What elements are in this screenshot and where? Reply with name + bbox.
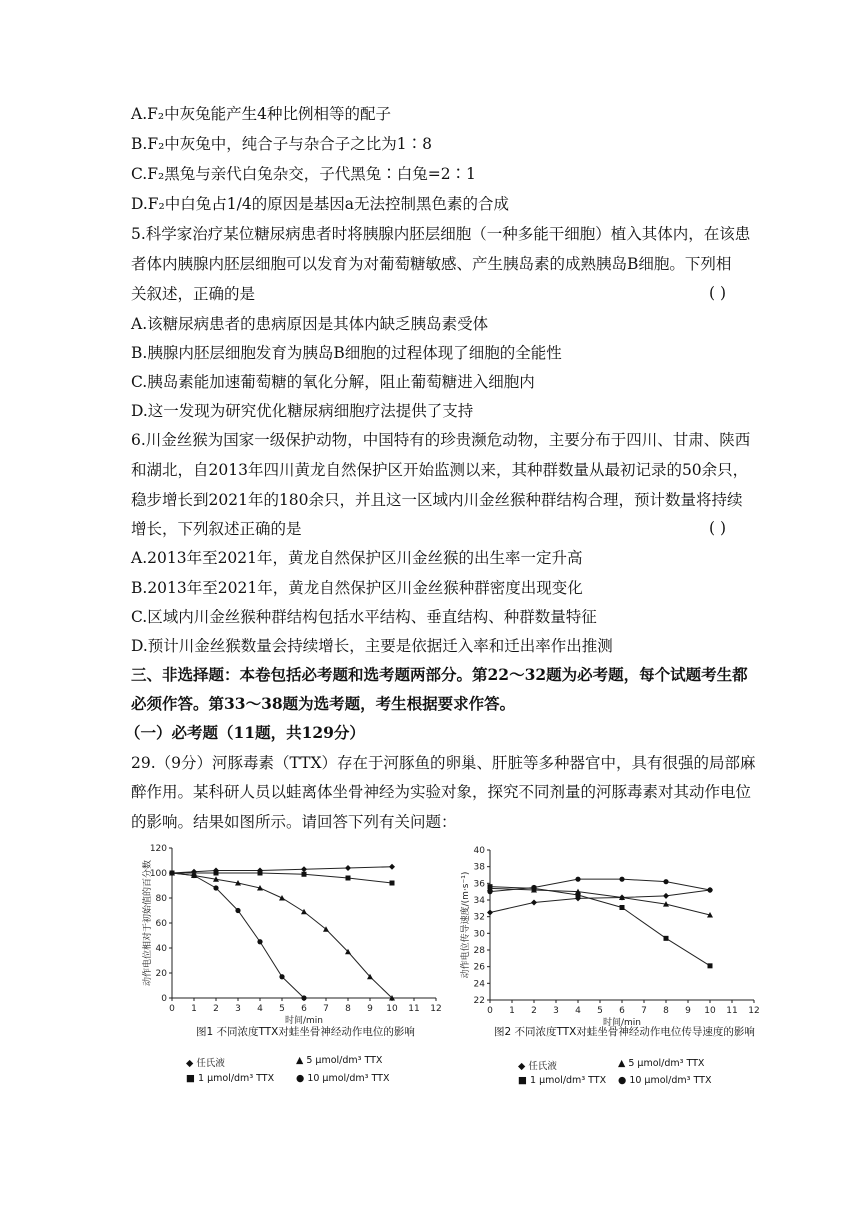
- q5-stem-1: 5.科学家治疗某位糖尿病患者时将胰腺内胚层细胞（一种多能干细胞）植入其体内，在该患: [131, 225, 751, 243]
- q5-option-b: B.胰腺内胚层细胞发育为胰岛B细胞的过程体现了细胞的全能性: [131, 344, 562, 362]
- data-point-square: [258, 871, 263, 876]
- x-tick-label: 4: [257, 1004, 263, 1014]
- q6-answer-blank: ( ): [708, 519, 726, 537]
- x-tick-label: 11: [408, 1004, 420, 1014]
- y-tick-label: 0: [161, 994, 167, 1004]
- data-point-square: [708, 963, 713, 968]
- x-tick-label: 9: [685, 1006, 691, 1016]
- data-point-circle: [169, 870, 174, 875]
- square-marker-icon: ■: [518, 1075, 527, 1086]
- y-tick-label: 32: [473, 912, 485, 923]
- q6-stem-3: 稳步增长到2021年的180余只，并且这一区域内川金丝猴种群结构合理，预计数量将持续: [131, 491, 743, 509]
- y-tick-label: 40: [473, 846, 485, 856]
- x-tick-label: 10: [386, 1004, 398, 1014]
- fig1-legend-item: [296, 1073, 389, 1084]
- fig2-legend-item: [618, 1058, 704, 1069]
- fig2-legend-item: [518, 1058, 557, 1072]
- x-tick-label: 10: [704, 1006, 716, 1016]
- x-tick-label: 0: [487, 1006, 493, 1016]
- y-tick-label: 22: [473, 996, 485, 1006]
- figure2-caption: 图2 不同浓度TTX对蛙坐骨神经动作电位传导速度的影响: [494, 1026, 755, 1038]
- q6-stem-4: 增长，下列叙述正确的是: [131, 520, 302, 538]
- data-point-diamond: [301, 866, 307, 872]
- q29-stem-2: 醉作用。某科研人员以蛙离体坐骨神经为实验对象，探究不同剂量的河豚毒素对其动作电位: [131, 783, 752, 801]
- x-tick-label: 6: [619, 1006, 625, 1016]
- data-point-square: [664, 936, 669, 941]
- y-tick-label: 60: [155, 919, 167, 929]
- circle-marker-icon: ●: [618, 1075, 627, 1086]
- y-tick-label: 80: [155, 894, 167, 904]
- data-point-diamond: [487, 910, 493, 916]
- x-tick-label: 3: [553, 1006, 559, 1016]
- x-tick-label: 7: [641, 1006, 647, 1016]
- data-point-circle: [301, 995, 306, 1000]
- data-point-circle: [257, 939, 262, 944]
- fig2-legend-item: [518, 1075, 606, 1086]
- data-point-circle: [619, 877, 624, 882]
- x-tick-label: 8: [345, 1004, 351, 1014]
- legend-label: 任氏液: [528, 1061, 557, 1072]
- x-tick-label: 6: [301, 1004, 307, 1014]
- legend-label: 5 μmol/dm³ TTX: [306, 1055, 383, 1066]
- data-point-diamond: [345, 865, 351, 871]
- q6-option-d: D.预计川金丝猴数量会持续增长，主要是依据迁入率和迁出率作出推测: [131, 637, 613, 655]
- section3-heading-1: 三、非选择题：本卷包括必考题和选考题两部分。第22～32题为必考题，每个试题考生都: [131, 665, 748, 684]
- data-point-circle: [575, 877, 580, 882]
- x-tick-label: 11: [726, 1006, 738, 1016]
- x-tick-label: 5: [597, 1006, 603, 1016]
- x-tick-label: 0: [169, 1004, 175, 1014]
- x-tick-label: 12: [748, 1006, 760, 1016]
- legend-label: 任氏液: [196, 1058, 225, 1069]
- data-point-circle: [487, 889, 492, 894]
- y-tick-label: 100: [149, 869, 167, 879]
- data-point-circle: [663, 879, 668, 884]
- x-tick-label: 9: [367, 1004, 373, 1014]
- data-point-circle: [191, 873, 196, 878]
- series-line: [172, 867, 392, 873]
- q29-stem-3: 的影响。结果如图所示。请回答下列有关问题：: [131, 813, 457, 831]
- y-axis-label: 动作电位相对于初始值的百分数: [143, 859, 153, 987]
- legend-label: 1 μmol/dm³ TTX: [198, 1073, 275, 1084]
- data-point-square: [346, 876, 351, 881]
- triangle-marker-icon: ▲: [618, 1058, 626, 1069]
- x-axis-label: 时间/min: [284, 1016, 324, 1026]
- x-tick-label: 5: [279, 1004, 285, 1014]
- x-tick-label: 3: [235, 1004, 241, 1014]
- y-tick-label: 26: [473, 962, 485, 973]
- data-point-square: [302, 872, 307, 877]
- triangle-marker-icon: ▲: [296, 1055, 304, 1066]
- y-tick-label: 20: [155, 969, 167, 979]
- q5-option-d: D.这一发现为研究优化糖尿病细胞疗法提供了支持: [131, 402, 474, 420]
- data-point-circle: [531, 885, 536, 890]
- q4-option-c: C.F₂黑兔与亲代白兔杂交，子代黑兔∶白兔=2∶1: [131, 165, 476, 183]
- fig1-legend-item: [296, 1055, 382, 1066]
- fig1-legend-item: [186, 1073, 274, 1084]
- diamond-marker-icon: ◆: [186, 1058, 194, 1069]
- figure2-chart: [458, 842, 768, 1042]
- data-point-square: [214, 871, 219, 876]
- legend-label: 10 μmol/dm³ TTX: [629, 1075, 712, 1086]
- y-tick-label: 24: [473, 979, 485, 990]
- x-tick-label: 2: [531, 1006, 537, 1016]
- q6-option-c: C.区域内川金丝猴种群结构包括水平结构、垂直结构、种群数量特征: [131, 608, 597, 626]
- figure1-chart: [132, 842, 452, 1042]
- x-tick-label: 7: [323, 1004, 329, 1014]
- data-point-diamond: [531, 900, 537, 906]
- q4-option-d: D.F₂中白兔占1/4的原因是基因a无法控制黑色素的合成: [131, 195, 509, 213]
- x-tick-label: 8: [663, 1006, 669, 1016]
- q5-stem-3: 关叙述，正确的是: [131, 285, 256, 303]
- q5-option-c: C.胰岛素能加速葡萄糖的氧化分解，阻止葡萄糖进入细胞内: [131, 373, 535, 391]
- circle-marker-icon: ●: [296, 1073, 305, 1084]
- x-tick-label: 1: [191, 1004, 197, 1014]
- series-line: [172, 873, 304, 998]
- y-tick-label: 34: [473, 896, 485, 906]
- data-point-circle: [213, 885, 218, 890]
- legend-label: 1 μmol/dm³ TTX: [530, 1075, 607, 1086]
- y-tick-label: 28: [473, 946, 485, 956]
- x-axis-label: 时间/min: [602, 1018, 642, 1028]
- data-point-circle: [279, 974, 284, 979]
- fig2-legend-item: [618, 1075, 711, 1086]
- y-tick-label: 120: [149, 844, 167, 854]
- x-tick-label: 12: [430, 1004, 442, 1014]
- square-marker-icon: ■: [186, 1073, 195, 1084]
- data-point-circle: [707, 887, 712, 892]
- q29-stem-1: 29.（9分）河豚毒素（TTX）存在于河豚鱼的卵巢、肝脏等多种器官中，具有很强的局部麻: [131, 754, 756, 772]
- q6-stem-1: 6.川金丝猴为国家一级保护动物，中国特有的珍贵濒危动物，主要分布于四川、甘肃、陕西: [131, 431, 751, 449]
- series-line: [490, 887, 710, 966]
- data-point-diamond: [663, 893, 669, 899]
- x-tick-label: 4: [575, 1006, 581, 1016]
- q5-option-a: A.该糖尿病患者的患病原因是其体内缺乏胰岛素受体: [131, 315, 489, 333]
- data-point-square: [390, 881, 395, 886]
- q4-option-b: B.F₂中灰兔中，纯合子与杂合子之比为1∶8: [131, 135, 433, 153]
- q5-answer-blank: ( ): [708, 284, 726, 302]
- data-point-diamond: [389, 864, 395, 870]
- data-point-square: [620, 905, 625, 910]
- fig1-legend-item: [186, 1055, 225, 1069]
- legend-label: 10 μmol/dm³ TTX: [307, 1073, 390, 1084]
- data-point-circle: [235, 908, 240, 913]
- x-tick-label: 1: [509, 1006, 515, 1016]
- section3-heading-2: 必须作答。第33～38题为选考题，考生根据要求作答。: [131, 694, 516, 713]
- y-tick-label: 30: [473, 929, 485, 940]
- y-tick-label: 38: [473, 862, 485, 873]
- figure1-caption: 图1 不同浓度TTX对蛙坐骨神经动作电位的影响: [196, 1026, 415, 1038]
- q6-stem-2: 和湖北，自2013年四川黄龙自然保护区开始监测以来，其种群数量从最初记录的50余只，: [131, 461, 749, 479]
- data-point-triangle: [279, 895, 285, 901]
- q6-option-a: A.2013年至2021年，黄龙自然保护区川金丝猴的出生率一定升高: [131, 549, 583, 567]
- legend-label: 5 μmol/dm³ TTX: [628, 1058, 705, 1069]
- x-tick-label: 2: [213, 1004, 219, 1014]
- q4-option-a: A.F₂中灰兔能产生4种比例相等的配子: [131, 105, 391, 123]
- diamond-marker-icon: ◆: [518, 1061, 526, 1072]
- y-tick-label: 36: [473, 879, 485, 890]
- section3-subheading: （一）必考题（11题，共129分）: [125, 723, 365, 742]
- q6-option-b: B.2013年至2021年，黄龙自然保护区川金丝猴种群密度出现变化: [131, 579, 583, 597]
- q5-stem-2: 者体内胰腺内胚层细胞可以发育为对葡萄糖敏感、产生胰岛素的成熟胰岛B细胞。下列相: [131, 255, 732, 273]
- data-point-triangle: [301, 909, 307, 915]
- y-tick-label: 40: [155, 944, 167, 954]
- y-axis-label: 动作电位传导速度/(m·s⁻¹): [461, 871, 471, 979]
